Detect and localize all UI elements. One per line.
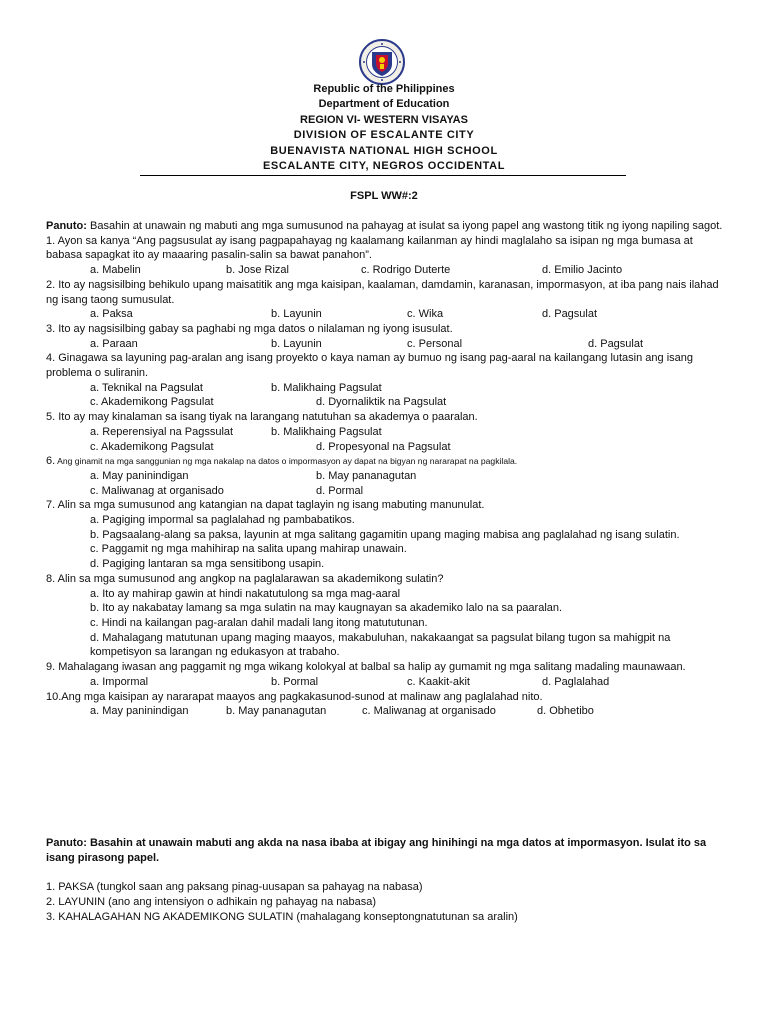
q5-option-a: a. Reperensiyal na Pagssulat bbox=[90, 425, 234, 438]
q1-options bbox=[46, 263, 726, 278]
header-region: REGION VI- WESTERN VISAYAS bbox=[300, 113, 468, 126]
q3-option-d: d. Pagsulat bbox=[588, 337, 644, 350]
part2-instructions bbox=[46, 836, 726, 924]
q6-number: 6. bbox=[46, 455, 56, 468]
q10-option-a: a. May paninindigan bbox=[90, 705, 189, 718]
q6-option-c: c. Maliwanag at organisado bbox=[90, 484, 224, 497]
question-1: 1. Ayon sa kanya “Ang pagsusulat ay isang pagpapahayag ng kaalamang kailanman ay hindi maglalaho sa isipan ng mga bumasa at babasa sapagkat ito ay maaaring pasalin-salin sa bawat panahon”. bbox=[46, 234, 693, 262]
q2-option-a: a. Paksa bbox=[90, 308, 133, 321]
q4-option-b: b. Malikhaing Pagsulat bbox=[271, 381, 382, 394]
question-6 bbox=[46, 454, 726, 469]
header-school: BUENAVISTA NATIONAL HIGH SCHOOL bbox=[270, 144, 498, 157]
q10-option-d: d. Obhetibo bbox=[537, 705, 594, 718]
q6-options-row2 bbox=[46, 484, 726, 499]
q4-options-row1 bbox=[46, 381, 726, 396]
q2-options bbox=[46, 307, 726, 322]
q1-option-a: a. Mabelin bbox=[90, 264, 141, 277]
q3-option-c: c. Personal bbox=[407, 337, 463, 350]
q7-option-c: c. Paggamit ng mga mahihirap na salita upang mahirap unawain. bbox=[90, 543, 407, 556]
question-9: 9. Mahalagang iwasan ang paggamit ng mga wikang kolokyal at balbal sa halip ay gumamit ng mga salitang madaling maunawaan. bbox=[46, 661, 686, 674]
q8-option-b: b. Ito ay nakabatay lamang sa mga sulatin na may kaugnayan sa akademiko lalo na sa paaralan. bbox=[90, 602, 563, 615]
q8-option-d: d. Mahalagang matutunan upang maging maayos, makabuluhan, nakakaangat sa pagsulat bilang tugon sa mahigpit na kompetisyon sa larangan ng edukasyon at trabaho. bbox=[90, 631, 671, 659]
question-7: 7. Alin sa mga sumusunod ang katangian na dapat taglayin ng isang mabuting manunulat. bbox=[46, 499, 485, 512]
panuto2-text: Panuto: Basahin at unawain mabuti ang akda na nasa ibaba at ibigay ang hinihingi na mga datos at impormasyon. Isulat ito sa isang pirasong papel. bbox=[46, 837, 707, 864]
q1-option-b: b. Jose Rizal bbox=[226, 264, 289, 277]
deped-seal-icon bbox=[354, 38, 410, 86]
q9-option-d: d. Paglalahad bbox=[542, 675, 610, 688]
q5-options-row2 bbox=[46, 440, 726, 455]
q8-option-c: c. Hindi na kailangan pag-aralan dahil madali lang itong matututunan. bbox=[90, 616, 428, 629]
q7-option-a: a. Pagiging impormal sa paglalahad ng pambabatikos. bbox=[90, 514, 355, 527]
q2-option-d: d. Pagsulat bbox=[542, 308, 598, 321]
q7-option-b: b. Pagsaalang-alang sa paksa, layunin at mga salitang gagamitin upang maging mabisa ang paglalahad ng isang sulatin. bbox=[90, 528, 680, 541]
q4-options-row2 bbox=[46, 395, 726, 410]
q6-option-d: d. Pormal bbox=[316, 484, 364, 497]
header-republic: Republic of the Philippines bbox=[313, 83, 455, 95]
part2-item-1: 1. PAKSA (tungkol saan ang paksang pinag-uusapan sa pahayag na nabasa) bbox=[46, 881, 423, 894]
q5-option-c: c. Akademikong Pagsulat bbox=[90, 440, 214, 453]
q5-option-b: b. Malikhaing Pagsulat bbox=[271, 425, 382, 438]
q4-option-c: c. Akademikong Pagsulat bbox=[90, 396, 214, 409]
q2-option-b: b. Layunin bbox=[271, 308, 322, 321]
q3-option-b: b. Layunin bbox=[271, 337, 322, 350]
header-division: DIVISION OF ESCALANTE CITY bbox=[293, 129, 475, 142]
school-header bbox=[0, 82, 768, 174]
header-address: ESCALANTE CITY, NEGROS OCCIDENTAL bbox=[262, 160, 506, 173]
question-10: 10.Ang mga kaisipan ay nararapat maayos ang pagkakasunod-sunod at malinaw ang paglalahad nito. bbox=[46, 690, 543, 703]
q6-option-a: a. May paninindigan bbox=[90, 469, 189, 482]
q9-option-b: b. Pormal bbox=[271, 675, 319, 688]
panuto-text: Basahin at unawain ng mabuti ang mga sumusunod na pahayag at isulat sa iyong papel ang wastong titik ng iyong napiling sagot. bbox=[86, 220, 723, 232]
q9-options bbox=[46, 675, 726, 690]
q1-option-c: c. Rodrigo Duterte bbox=[361, 264, 451, 277]
part2-item-3: 3. KAHALAGAHAN NG AKADEMIKONG SULATIN (mahalagang konseptongnatutunan sa aralin) bbox=[46, 910, 518, 923]
q9-option-c: c. Kaakit-akit bbox=[407, 675, 470, 688]
part2-item-2: 2. LAYUNIN (ano ang intensiyon o adhikain ng pahayag na nabasa) bbox=[46, 895, 377, 908]
header-divider bbox=[140, 175, 626, 176]
panuto-label: Panuto: bbox=[46, 220, 87, 232]
question-3: 3. Ito ay nagsisilbing gabay sa paghabi ng mga datos o nilalaman ng iyong isusulat. bbox=[46, 322, 453, 335]
q10-option-b: b. May pananagutan bbox=[226, 705, 327, 718]
question-2: 2. Ito ay nagsisilbing behikulo upang maisatitik ang mga kaisipan, kaalaman, damdamin, karanasan, impormasyon, at iba pang nais ilahad ng isang taong sumusulat. bbox=[46, 278, 719, 306]
q8-option-a: a. Ito ay mahirap gawin at hindi nakatutulong sa mga mag-aaral bbox=[90, 587, 401, 600]
question-8: 8. Alin sa mga sumusunod ang angkop na paglalarawan sa akademikong sulatin? bbox=[46, 572, 444, 585]
header-department: Department of Education bbox=[318, 98, 450, 111]
q2-option-c: c. Wika bbox=[407, 308, 444, 321]
worksheet-title: FSPL WW#:2 bbox=[350, 190, 418, 202]
part1-questions bbox=[46, 219, 726, 719]
panuto-instructions bbox=[46, 219, 726, 234]
question-5: 5. Ito ay may kinalaman sa isang tiyak na larangang natutuhan sa akademya o paaralan. bbox=[46, 411, 478, 424]
q3-options bbox=[46, 337, 726, 352]
q6-options-row1 bbox=[46, 469, 726, 484]
q6-option-b: b. May pananagutan bbox=[316, 469, 417, 482]
q7-option-d: d. Pagiging lantaran sa mga sensitibong usapin. bbox=[90, 558, 325, 571]
q5-option-d: d. Propesyonal na Pagsulat bbox=[316, 440, 451, 453]
q5-options-row1 bbox=[46, 425, 726, 440]
q9-option-a: a. Impormal bbox=[90, 675, 149, 688]
q4-option-d: d. Dyornaliktik na Pagsulat bbox=[316, 396, 447, 409]
q6-text: Ang ginamit na mga sanggunian ng mga nakalap na datos o impormasyon ay dapat na bigyan ng nararapat na pagkilala. bbox=[55, 456, 518, 467]
q3-option-a: a. Paraan bbox=[90, 337, 138, 350]
q10-option-c: c. Maliwanag at organisado bbox=[362, 705, 496, 718]
q1-option-d: d. Emilio Jacinto bbox=[542, 264, 623, 277]
q10-options bbox=[46, 704, 726, 719]
q4-option-a: a. Teknikal na Pagsulat bbox=[90, 381, 203, 394]
question-4: 4. Ginagawa sa layuning pag-aralan ang isang proyekto o kaya naman ay bumuo ng isang pag-aaral na kailangang lutasin ang isang problema o suliranin. bbox=[46, 352, 693, 380]
